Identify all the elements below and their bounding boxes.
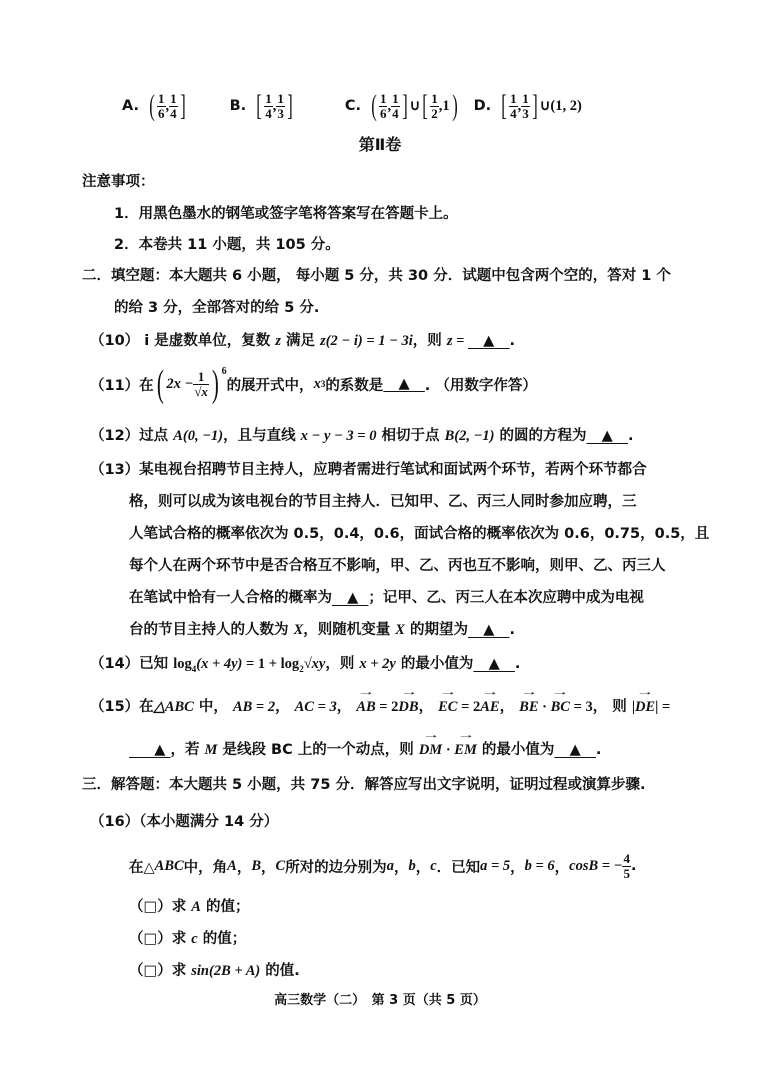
question-13-line-4: 每个人在两个环节中是否合格互不影响，甲、乙、丙也互不影响，则甲、乙、丙三人 <box>129 558 666 574</box>
question-10: （10） i 是虚数单位，复数 z 满足 z(2 − i) = 1 − 3i，则 z = ▲ . <box>90 333 515 349</box>
notes-item-1: 1．用黑色墨水的钢笔或签字笔将答案写在答题卡上。 <box>114 206 458 222</box>
answer-blank: ▲ <box>483 333 495 349</box>
answer-blank: ▲ <box>569 742 581 758</box>
question-15-line-1: （15）在△ABC 中， AB = 2， AC = 3， → AB = 2→ DB， → EC = 2→ AE， → BE · → BC = 3， 则 |→ DE| = <box>90 695 670 716</box>
question-11: （11）在 ( 2x − $\frac{1}{√x}$ ) $^6$ 的展开式中， x 3 的系数是 ▲ . （用数字作答） <box>90 363 537 405</box>
question-14: （14）已知 $\log_4(x + 4y) = 1 + \log_2√xy$，则 x + 2y 的最小值为 ▲ . <box>90 656 521 674</box>
answer-blank: ▲ <box>347 590 359 606</box>
question-16-header: （16）（本小题满分 14 分） <box>90 814 279 830</box>
notes-item-2: 2．本卷共 11 小题，共 105 分。 <box>114 237 340 253</box>
page-footer: 高三数学（二） 第 3 页（共 5 页） <box>274 993 486 1008</box>
answer-blank: ▲ <box>488 656 500 672</box>
question-13-line-6: 台的节目主持人的人数为 X，则随机变量 X 的期望为 ▲ . <box>129 622 516 638</box>
question-13-line-1: （13）某电视台招聘节目主持人，应聘者需进行笔试和面试两个环节，若两个环节都合 <box>90 462 647 478</box>
option-d-value: [ $\frac{1}{4}$ , $\frac{1}{3}$ ] ∪(1, 2) <box>501 89 582 122</box>
option-c-label: C. <box>344 98 361 114</box>
part2-heading-line1: 二．填空题：本大题共 6 小题， 每小题 5 分，共 30 分．试题中包含两个空的，答对 1 个 <box>82 268 671 284</box>
option-b-label: B. <box>229 98 247 114</box>
question-13-line-3: 人笔试合格的概率依次为 0.5，0.4，0.6，面试合格的概率依次为 0.6，0.75，0.5，且 <box>129 526 710 542</box>
question-13-line-2: 格，则可以成为该电视台的节目主持人．已知甲、乙、丙三人同时参加应聘，三 <box>129 494 637 510</box>
option-b-value: [ $\frac{1}{4}$ , $\frac{1}{3}$ ] <box>256 89 293 122</box>
option-c-value: ( $\frac{1}{6}$ , $\frac{1}{4}$ ] ∪[ $\frac{1}{2}$ ,1) <box>371 89 458 122</box>
answer-blank: ▲ <box>601 428 613 444</box>
option-a-label: A. <box>122 98 139 114</box>
part2-heading-line2: 的给 3 分，全部答对的给 5 分. <box>114 300 320 316</box>
section-title: 第Ⅱ卷 <box>358 135 402 154</box>
question-15-line-2: ▲ ，若 M 是线段 BC 上的一个动点，则 → DM · → EM 的最小值为 ▲ . <box>129 738 601 759</box>
question-16-part-1: （□）求 A 的值； <box>129 899 250 915</box>
answer-blank: ▲ <box>483 622 495 638</box>
question-16-stem: 在△ ABC 中，角 A ， B ， C 所对的边分别为 a ， b ， c ．已知 a = 5 ， b = 6 ， cosB = − $\frac{4}{5}$ . <box>129 850 637 881</box>
option-a-value: ( $\frac{1}{6}$ , $\frac{1}{4}$ ] <box>149 89 186 122</box>
question-12: （12）过点 A(0, −1)，且与直线 x − y − 3 = 0 相切于点 B(2, −1) 的圆的方程为 ▲ . <box>90 428 634 444</box>
option-d-label: D. <box>473 98 492 114</box>
notes-heading: 注意事项： <box>82 174 155 190</box>
answer-blank: ▲ <box>154 742 166 758</box>
option-row <box>122 86 582 126</box>
question-16-part-2: （□）求 c 的值； <box>129 931 247 947</box>
question-13-line-5: 在笔试中恰有一人合格的概率为 ▲ ；记甲、乙、丙三人在本次应聘中成为电视 <box>129 590 644 606</box>
answer-blank: ▲ <box>398 376 410 392</box>
question-16-part-3: （□）求 sin(2B + A) 的值. <box>129 963 300 979</box>
part3-heading: 三．解答题：本大题共 5 小题，共 75 分．解答应写出文字说明，证明过程或演算步骤. <box>82 777 646 793</box>
